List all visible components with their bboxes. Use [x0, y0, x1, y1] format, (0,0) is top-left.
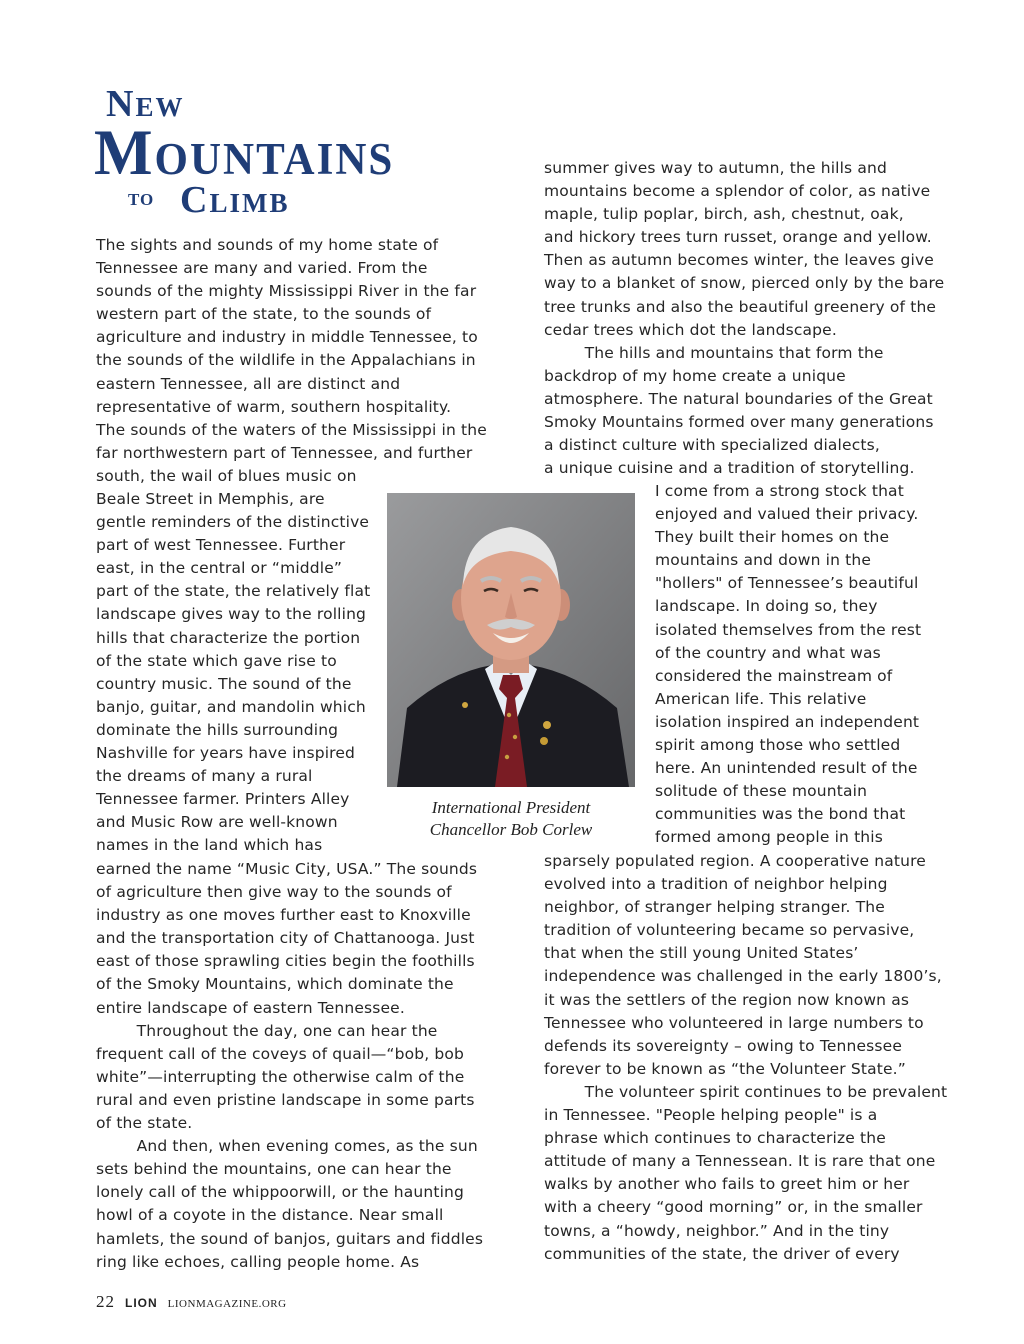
left-column-top	[96, 234, 486, 488]
text-line: rural and even pristine landscape in some parts	[96, 1090, 475, 1109]
text-line: gentle reminders of the distinctive	[96, 513, 370, 532]
title-new: New	[106, 83, 185, 125]
text-line: sparsely populated region. A cooperative nature	[544, 852, 926, 870]
text-line: and Music Row are well-known	[96, 813, 338, 832]
text-line: Nashville for years have inspired	[96, 744, 356, 763]
text-line: representative of warm, southern hospitality.	[96, 397, 452, 416]
text-line: a unique cuisine and a tradition of storytelling.	[544, 459, 915, 478]
text-line: sounds of the mighty Mississippi River in the far	[96, 282, 477, 301]
right-column-bottom	[544, 850, 948, 1266]
text-line: communities was the bond that	[655, 805, 906, 824]
text-line: lonely call of the whippoorwill, or the haunting	[96, 1183, 464, 1202]
text-line: cedar trees which dot the landscape.	[544, 320, 837, 339]
right-column-top	[544, 157, 944, 480]
text-line: way to a blanket of snow, pierced only by the bare	[544, 274, 945, 293]
text-line: sets behind the mountains, one can hear the	[96, 1160, 452, 1179]
text-line: and hickory trees turn russet, orange and yellow.	[544, 228, 932, 247]
text-line: forever to be known as “the Volunteer State.”	[544, 1059, 906, 1078]
text-line: entire landscape of eastern Tennessee.	[96, 998, 405, 1017]
text-line: enjoyed and valued their privacy.	[655, 505, 919, 524]
text-line: the dreams of many a rural	[96, 767, 313, 786]
text-line: the sounds of the wildlife in the Appalachians in	[96, 351, 476, 370]
text-line: Tennessee farmer. Printers Alley	[96, 790, 350, 809]
text-line: Then as autumn becomes winter, the leaves give	[544, 251, 934, 270]
text-line: American life. This relative	[655, 689, 867, 708]
right-column-narrow	[655, 480, 955, 850]
text-line: of agriculture then give way to the sounds of	[96, 883, 452, 902]
photo-caption	[387, 797, 635, 841]
text-line: defends its sovereignty – owing to Tennessee	[544, 1036, 902, 1055]
text-line: frequent call of the coveys of quail—“bob, bob	[96, 1044, 464, 1063]
text-line: Smoky Mountains formed over many generations	[544, 413, 934, 432]
text-line: isolated themselves from the rest	[655, 620, 922, 639]
text-line: hamlets, the sound of banjos, guitars and fiddles	[96, 1229, 484, 1248]
text-line: of the country and what was	[655, 643, 881, 662]
text-line: in Tennessee. "People helping people" is a	[544, 1106, 878, 1125]
text-line: of the state which gave rise to	[96, 651, 337, 670]
text-line: The sights and sounds of my home state of	[96, 236, 439, 254]
caption-title: International President	[431, 798, 591, 817]
text-line: howl of a coyote in the distance. Near small	[96, 1206, 444, 1225]
text-line: formed among people in this	[655, 828, 883, 847]
text-line: backdrop of my home create a unique	[544, 366, 846, 385]
text-line: Throughout the day, one can hear the	[96, 1021, 438, 1040]
text-line: here. An unintended result of the	[655, 759, 918, 778]
text-line: mountains and down in the	[655, 551, 872, 570]
magazine-website: LIONMAGAZINE.ORG	[167, 1298, 287, 1310]
text-line: white”—interrupting the otherwise calm of the	[96, 1067, 465, 1086]
caption-name: Chancellor Bob Corlew	[429, 820, 593, 839]
text-line: considered the mainstream of	[655, 666, 893, 685]
text-line: part of west Tennessee. Further	[96, 536, 346, 555]
text-line: Beale Street in Memphis, are	[96, 490, 325, 508]
text-line: neighbor, of stranger helping stranger. The	[544, 898, 885, 917]
text-line: part of the state, the relatively flat	[96, 582, 371, 601]
text-line: towns, a “howdy, neighbor.” And in the tiny	[544, 1221, 890, 1240]
text-line: far northwestern part of Tennessee, and further	[96, 443, 473, 462]
text-line: The sounds of the waters of the Mississippi in the	[96, 420, 487, 439]
text-line: dominate the hills surrounding	[96, 720, 339, 739]
portrait-illustration	[387, 493, 635, 787]
text-line: attitude of many a Tennessean. It is rare that one	[544, 1152, 936, 1171]
text-line: mountains become a splendor of color, as native	[544, 182, 931, 201]
text-line: Tennessee are many and varied. From the	[96, 259, 428, 278]
text-line: tradition of volunteering became so pervasive,	[544, 921, 915, 940]
text-line: I come from a strong stock that	[655, 482, 904, 500]
text-line: a distinct culture with specialized dialects,	[544, 436, 880, 455]
text-line: industry as one moves further east to Knoxville	[96, 906, 471, 925]
text-line: maple, tulip poplar, birch, ash, chestnut, oak,	[544, 205, 904, 224]
text-line: The hills and mountains that form the	[544, 343, 884, 362]
text-line: communities of the state, the driver of every	[544, 1244, 900, 1263]
text-line: south, the wail of blues music on	[96, 466, 357, 485]
text-line: isolation inspired an independent	[655, 712, 920, 731]
title-mountains: Mountains	[94, 117, 395, 189]
text-line: names in the land which has	[96, 836, 323, 855]
text-line: "hollers" of Tennessee’s beautiful	[655, 574, 919, 593]
text-line: landscape. In doing so, they	[655, 597, 878, 616]
text-line: landscape gives way to the rolling	[96, 605, 367, 624]
text-line: tree trunks and also the beautiful greenery of the	[544, 297, 937, 316]
text-line: independence was challenged in the early 1800’s,	[544, 967, 942, 986]
text-line: country music. The sound of the	[96, 674, 352, 693]
text-line: ring like echoes, calling people home. As	[96, 1252, 420, 1271]
text-line: spirit among those who settled	[655, 736, 901, 755]
text-line: western part of the state, to the sounds of	[96, 305, 432, 324]
text-line: The volunteer spirit continues to be prevalent	[544, 1082, 948, 1101]
text-line: phrase which continues to characterize the	[544, 1129, 886, 1148]
title-to: to	[128, 185, 155, 211]
text-line: hills that characterize the portion	[96, 628, 361, 647]
text-line: of the Smoky Mountains, which dominate the	[96, 975, 454, 994]
text-line: And then, when evening comes, as the sun	[96, 1137, 478, 1156]
text-line: east, in the central or “middle”	[96, 559, 343, 578]
text-line: walks by another who fails to greet him or her	[544, 1175, 910, 1194]
page-number: 22	[96, 1292, 115, 1311]
text-line: solitude of these mountain	[655, 782, 868, 801]
left-column-narrow	[96, 488, 370, 858]
text-line: Tennessee who volunteered in large numbers to	[544, 1013, 924, 1032]
text-line: evolved into a tradition of neighbor helping	[544, 875, 888, 894]
text-line: atmosphere. The natural boundaries of the Great	[544, 389, 933, 408]
page-footer	[96, 1292, 287, 1312]
text-line: agriculture and industry in middle Tennessee, to	[96, 328, 478, 347]
portrait-photo	[387, 493, 635, 787]
left-column-bottom	[96, 858, 483, 1274]
text-line: and the transportation city of Chattanooga. Just	[96, 929, 475, 948]
text-line: eastern Tennessee, all are distinct and	[96, 374, 401, 393]
magazine-brand: LION	[125, 1296, 158, 1310]
text-line: that when the still young United States’	[544, 944, 859, 963]
text-line: earned the name “Music City, USA.” The sounds	[96, 860, 478, 878]
text-line: summer gives way to autumn, the hills and	[544, 159, 887, 177]
text-line: east of those sprawling cities begin the foothills	[96, 952, 475, 971]
title-climb: Climb	[180, 179, 290, 221]
text-line: They built their homes on the	[655, 528, 890, 547]
text-line: of the state.	[96, 1114, 193, 1133]
text-line: with a cheery “good morning” or, in the smaller	[544, 1198, 923, 1217]
text-line: it was the settlers of the region now known as	[544, 990, 910, 1009]
text-line: banjo, guitar, and mandolin which	[96, 697, 366, 716]
